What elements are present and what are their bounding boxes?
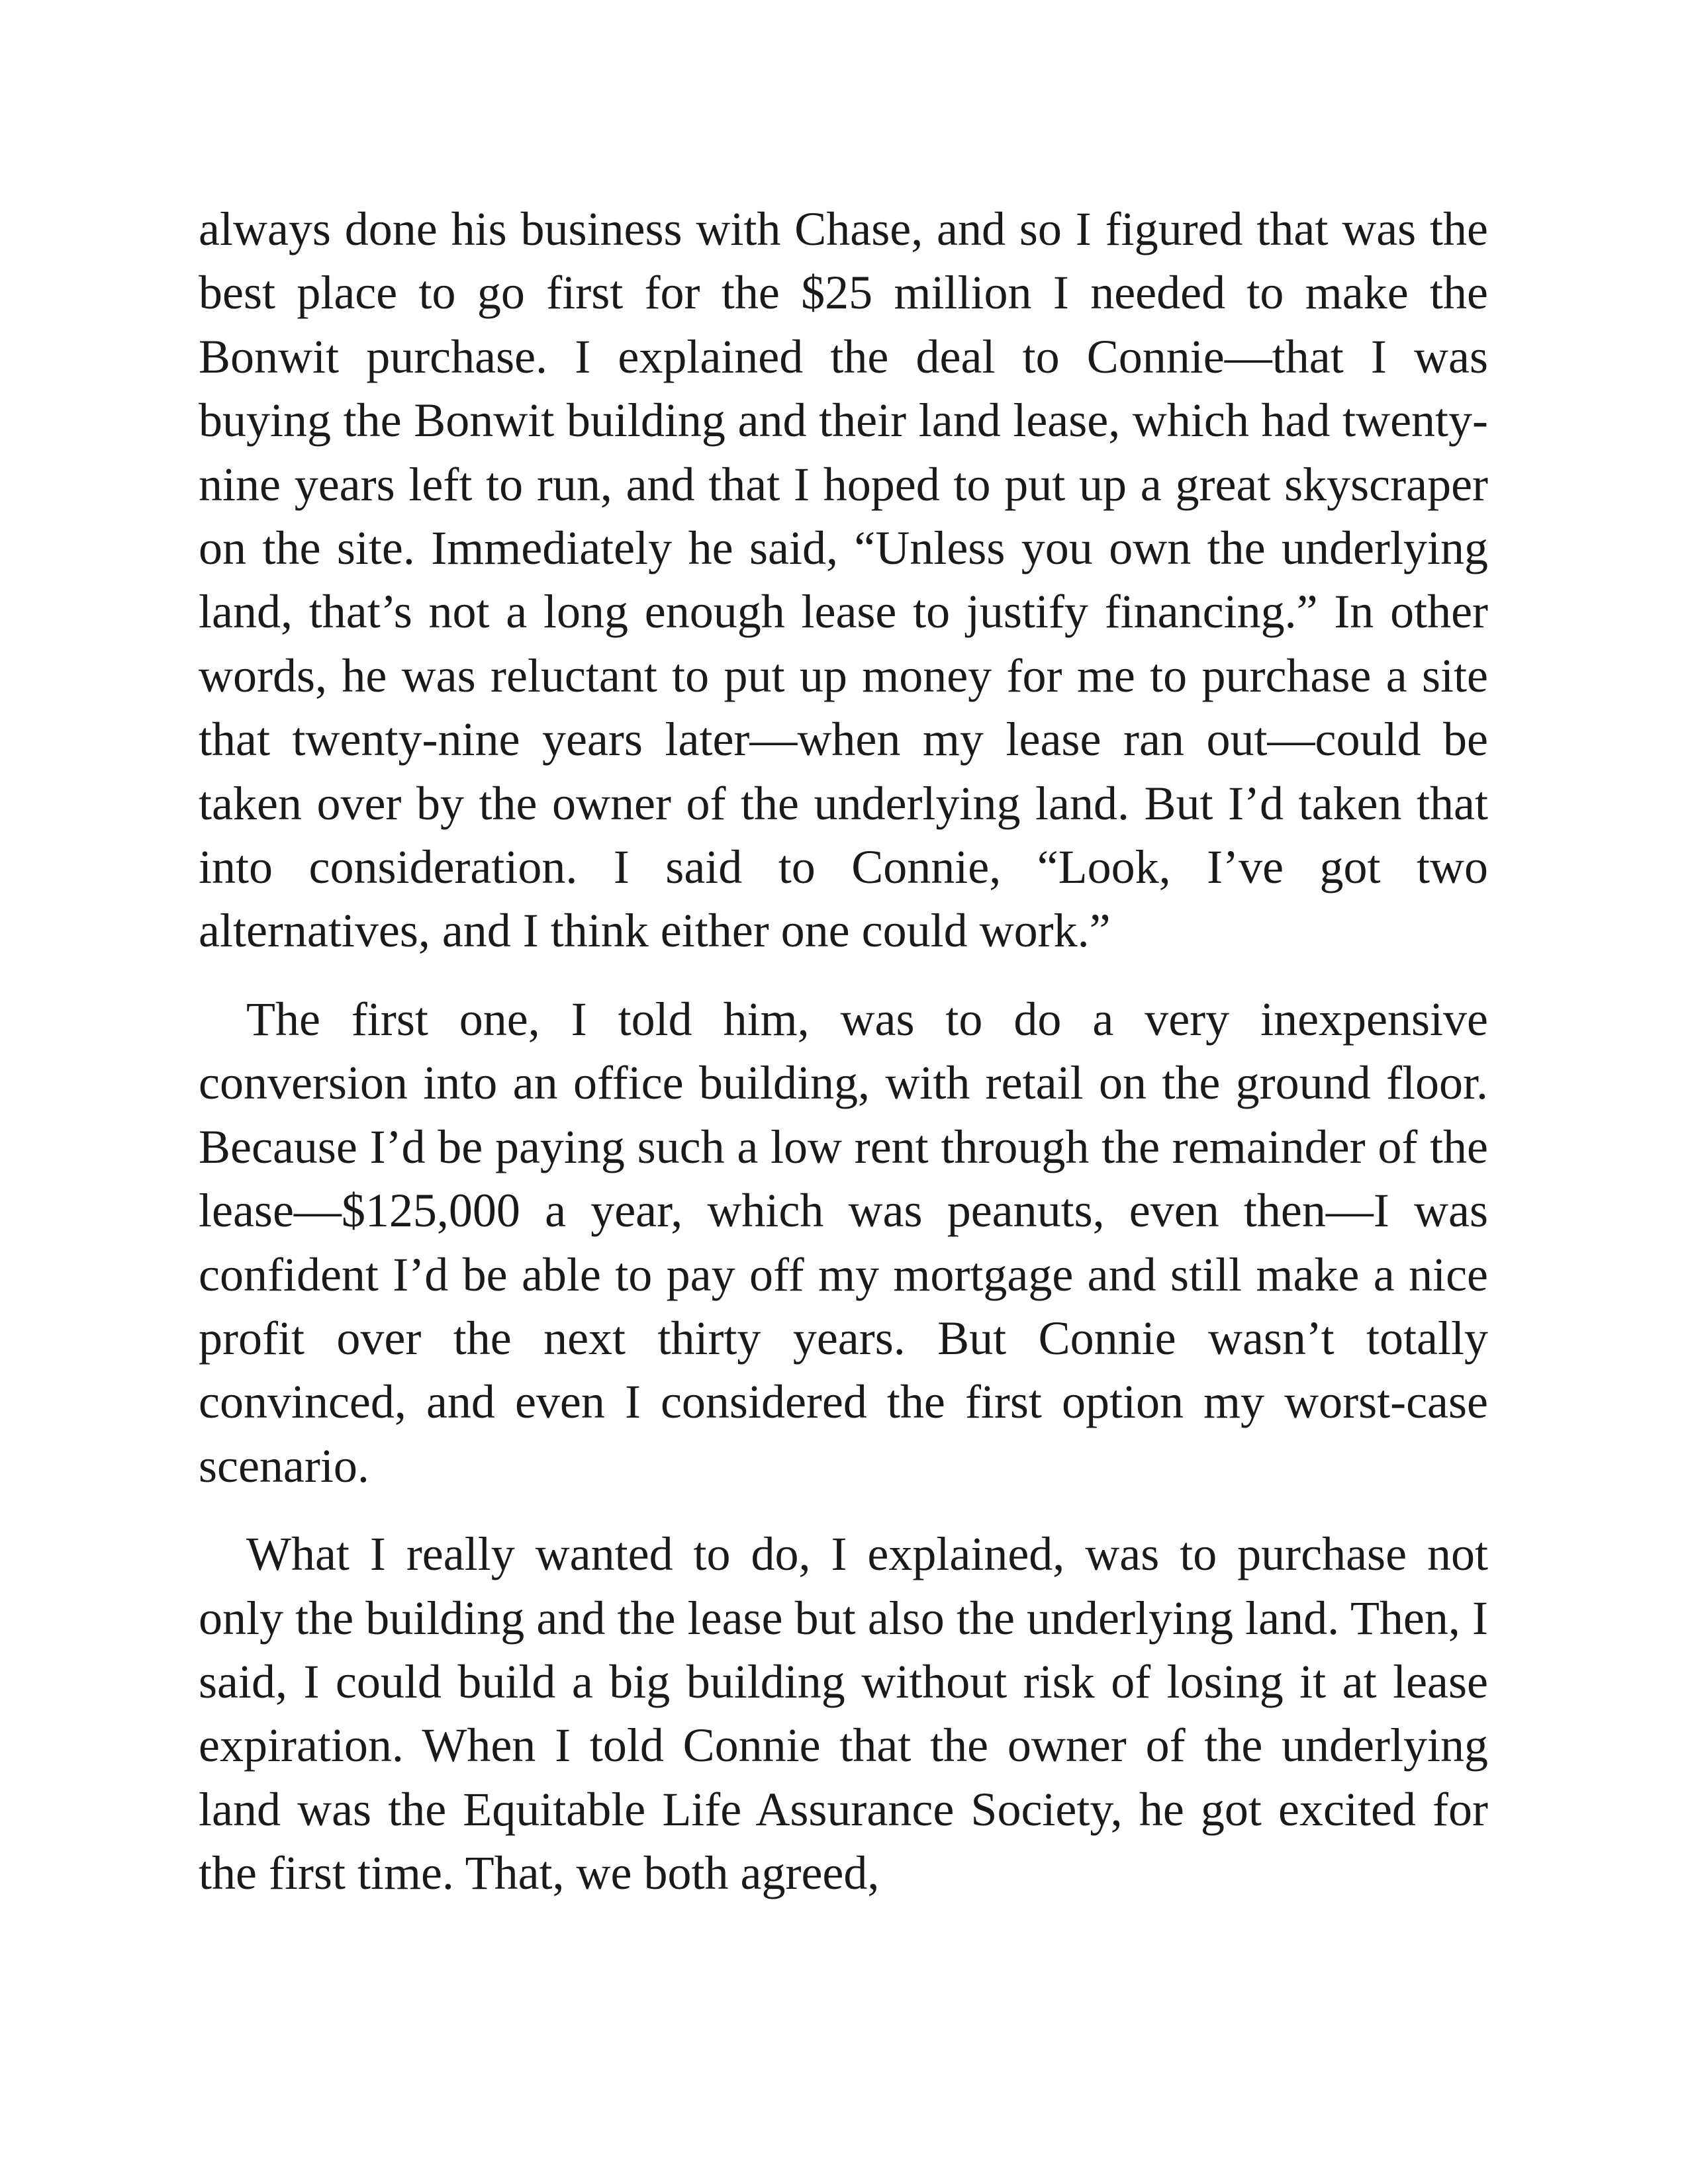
paragraph-3: What I really wanted to do, I explained, was to purchase not only the building and the lease but also the underlying land. Then, I said, I could build a big building without risk of losing it at lease expiration. When I told Connie that the owner of the underlying land was the Equitable Life Assurance Society, he got excited for the first time. That, we both agreed,: [199, 1527, 1488, 1900]
paragraph-2: The first one, I told him, was to do a very inexpensive conversion into an office building, with retail on the ground floor. Because I’d be paying such a low rent through the remainder of the lease—$125,000 a year, which was peanuts, even then—I was confident I’d be able to pay off my mortgage and still make a nice profit over the next thirty years. But Connie wasn’t totally convinced, and even I considered the first option my worst-case scenario.: [199, 992, 1488, 1492]
page-body: [199, 197, 1488, 1905]
paragraph-1: always done his business with Chase, and so I figured that was the best place to go first for the $25 million I needed to make the Bonwit purchase. I explained the deal to Connie—that I was buying the Bonwit building and their land lease, which had twenty-nine years left to run, and that I hoped to put up a great skyscraper on the site. Immediately he said, “Unless you own the underlying land, that’s not a long enough lease to justify financing.” In other words, he was reluctant to put up money for me to purchase a site that twenty-nine years later—when my lease ran out—could be taken over by the owner of the underlying land. But I’d taken that into consideration. I said to Connie, “Look, I’ve got two alternatives, and I think either one could work.”: [199, 203, 1488, 958]
